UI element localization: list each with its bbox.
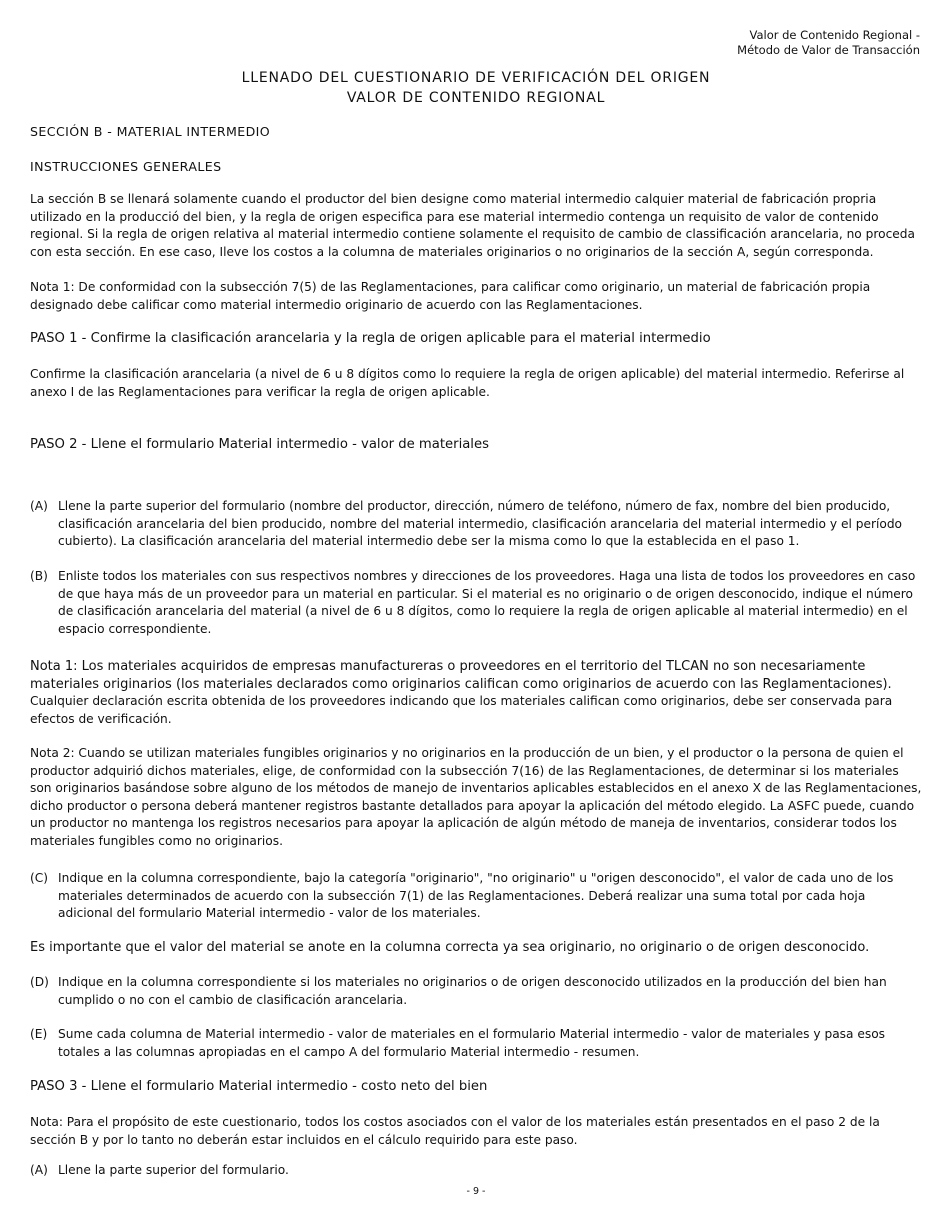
running-header [500, 28, 920, 58]
item-text: Llene la parte superior del formulario. [58, 1163, 289, 1177]
nota-1-paragraph: Nota 1: De conformidad con la subsección 7(5) de las Reglamentaciones, para calificar como originario, un material de fabricación propia designado debe calificar como material intermedio originario de acuerdo con las Reglamentaciones. [30, 280, 871, 312]
item-text: Indique en la columna correspondiente si los materiales no originarios o de origen desconocido utilizados en la producción del bien han cumplido o no con el cambio de clasificación arancelaria. [58, 975, 887, 1007]
nota-1-materials [30, 658, 922, 728]
paso-2-item-d [30, 974, 922, 1009]
title-line-1: LLENADO DEL CUESTIONARIO DE VERIFICACIÓN DEL ORIGEN [241, 70, 711, 86]
paso-2-heading: PASO 2 - Llene el formulario Material intermedio - valor de materiales [30, 437, 489, 452]
paso-2-item-a [30, 498, 922, 551]
title-line-2: VALOR DE CONTENIDO REGIONAL [346, 90, 606, 106]
item-marker: (A) [30, 1163, 48, 1177]
item-marker: (B) [30, 569, 48, 583]
page-number: - 9 - [466, 1186, 486, 1197]
important-note: Es importante que el valor del material se anote en la columna correcta ya sea originario, no originario o de origen desconocido. [30, 940, 870, 955]
item-text: Sume cada columna de Material intermedio - valor de materiales en el formulario Material intermedio - valor de materiales y pasa esos totales a las columnas apropiadas en el campo A del formulario Material intermedio - resumen. [58, 1027, 886, 1059]
paso-3-heading: PASO 3 - Llene el formulario Material intermedio - costo neto del bien [30, 1079, 488, 1094]
nota-1-materials-rest: Cualquier declaración escrita obtenida de los proveedores indicando que los materiales califican como originarios, debe ser conservada para efectos de verificación. [30, 694, 893, 726]
nota-1-materials-lead: Nota 1: Los materiales acquiridos de empresas manufactureras o proveedores en el territorio del TLCAN no son necesariamente materiales originarios (los materiales declarados como originarios califican como originarios de acuerdo con las Reglamentaciones). [30, 659, 892, 692]
paso-2-item-b [30, 568, 922, 638]
paso-2-item-e [30, 1026, 922, 1061]
item-text: Llene la parte superior del formulario (nombre del productor, dirección, número de teléfono, número de fax, nombre del bien producido, clasificación arancelaria del bien producido, nombre del material intermedio, clasificación arancelaria del material intermedio y el período cubierto). La clasificación arancelaria del material intermedio debe ser la misma como lo que la establecida en el paso 1. [58, 499, 903, 549]
paso-3-item-a [30, 1162, 922, 1180]
item-text: Enliste todos los materiales con sus respectivos nombres y direcciones de los proveedores. Haga una lista de todos los proveedores en caso de que haya más de un proveedor para un material en particular. Si el material es no originario o de origen desconocido, indique el número de clasificación arancelaria del material (a nivel de 6 u 8 dígitos, como lo requiere la regla de origen aplicable al material intermedio) en el espacio correspondiente. [58, 569, 916, 636]
running-header-line-1: Valor de Contenido Regional - [749, 28, 920, 42]
paso-2-item-c [30, 870, 922, 923]
running-header-line-2: Método de Valor de Transacción [737, 43, 920, 57]
item-marker: (D) [30, 975, 49, 989]
nota-2-paragraph: Nota 2: Cuando se utilizan materiales fungibles originarios y no originarios en la producción de un bien, y el productor o la persona de quien el productor adquirió dichos materiales, elige, de conformidad con la subsección 7(16) de las Reglamentaciones, de determinar si los materiales son originarios basándose sobre alguno de los métodos de manejo de inventarios aplicables establecidos en el anexo X de las Reglamentaciones, dicho productor o persona deberá mantener registros bastante detallados para apoyar la aplicación del método elegido. La ASFC puede, cuando un productor no mantenga los registros necesarios para apoyar la aplicación de algún método de maneja de inventarios, considerar todos los materiales fungibles como no originarios. [30, 746, 922, 848]
paso-1-paragraph: Confirme la clasificación arancelaria (a nivel de 6 u 8 dígitos como lo requiere la regla de origen aplicable) del material intermedio. Referirse al anexo I de las Reglamentaciones para verificar la regla de origen aplicable. [30, 367, 905, 399]
item-text: Indique en la columna correspondiente, bajo la categoría "originario", "no originario" u "origen desconocido", el valor de cada uno de los materiales determinados de acuerdo con la subsección 7(1) de las Reglamentaciones. Deberá realizar una suma total por cada hoja adicional del formulario Material intermedio - valor de los materiales. [58, 871, 894, 921]
section-heading: SECCIÓN B - MATERIAL INTERMEDIO [30, 124, 271, 139]
intro-paragraph: La sección B se llenará solamente cuando el productor del bien designe como material intermedio calquier material de fabricación propria utilizado en la producció del bien, y la regla de origen especifica para ese material intermedio contenga un requisito de valor de contenido regional. Si la regla de origen relativa al material intermedio contiene solamente el requisito de cambio de classificación arancelaria, no proceda con esta sección. En ese caso, Ileve los costos a la columna de materiales originarios o no originarios de la sección A, según corresponda. [30, 192, 915, 259]
item-marker: (C) [30, 871, 49, 885]
item-marker: (E) [30, 1027, 48, 1041]
paso-1-heading: PASO 1 - Confirme la clasificación arancelaria y la regla de origen aplicable para el material intermedio [30, 331, 711, 346]
paso-3-nota: Nota: Para el propósito de este cuestionario, todos los costos asociados con el valor de los materiales están presentados en el paso 2 de la sección B y por lo tanto no deberán estar incluidos en el cálculo requirido para este paso. [30, 1115, 880, 1147]
document-title [30, 68, 922, 108]
item-marker: (A) [30, 499, 48, 513]
general-instructions-heading: INSTRUCCIONES GENERALES [30, 159, 222, 174]
